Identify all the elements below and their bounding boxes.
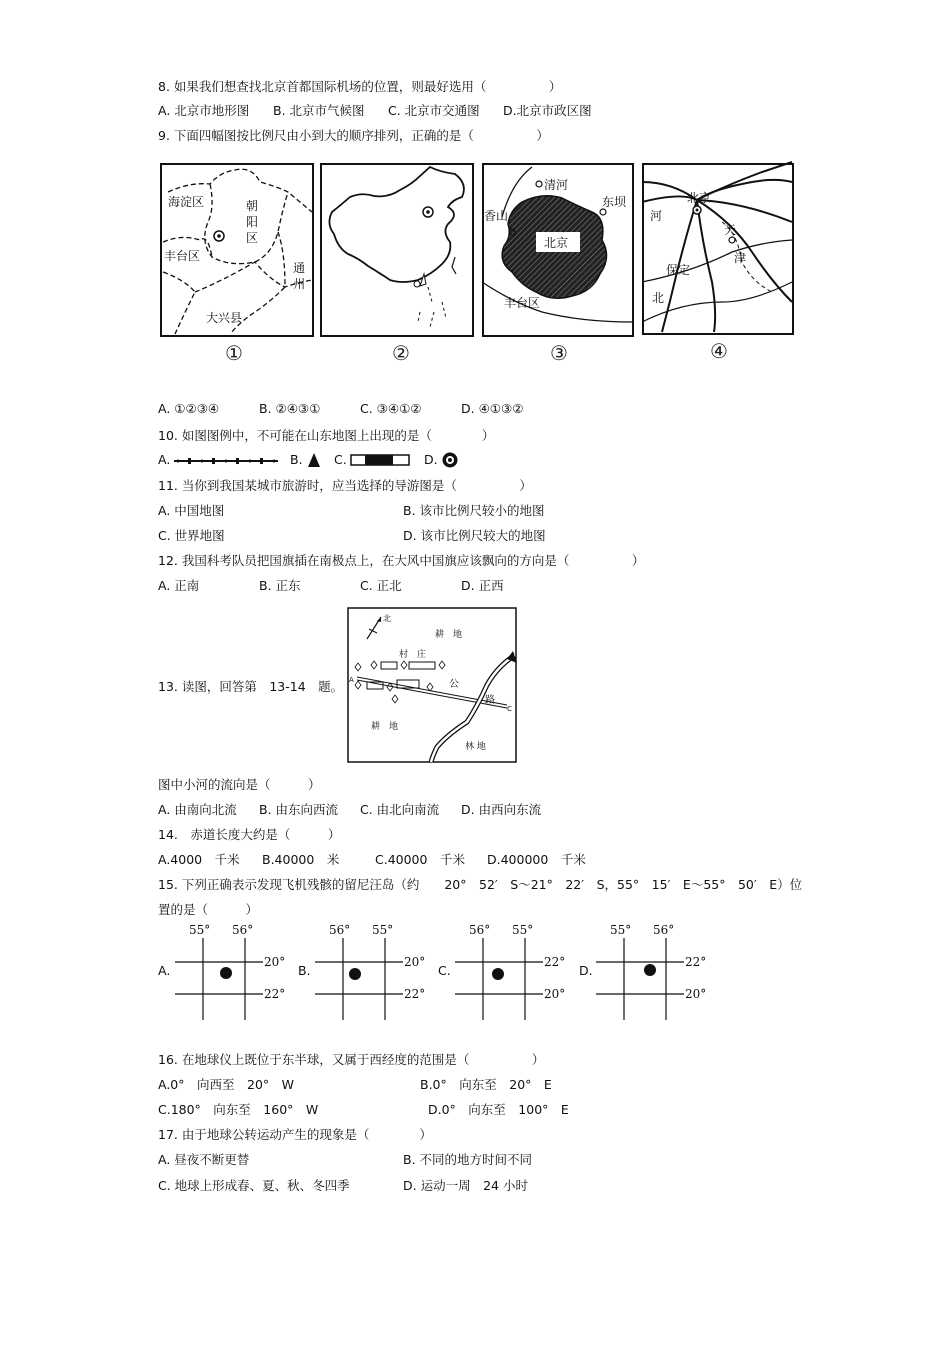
q15a-lat-top: 20° xyxy=(264,955,286,969)
q9-map3-label-dongba: 东坝 xyxy=(602,195,627,209)
capital-city-symbol xyxy=(441,451,459,469)
q9-map4-label-beijing: 北京 xyxy=(687,191,712,205)
q15c-lat-top: 22° xyxy=(544,955,566,969)
q17-option-a: A. 昼夜不断更替 xyxy=(158,1152,250,1167)
q9-map1-label-chao: 朝 xyxy=(246,199,259,213)
q13-road-label-2: 路 xyxy=(485,695,495,706)
q13-stem: 13. 读图，回答第 13-14 题。 xyxy=(158,679,344,694)
q13-road-label-1: 公 xyxy=(449,679,459,690)
q9-map1-label-tong: 通 xyxy=(293,261,306,275)
q9-map-2 xyxy=(320,162,475,365)
q16-option-a: A.0° 向西至 20° W xyxy=(158,1077,295,1092)
q13-point-c: C xyxy=(507,705,512,713)
q12-option-b: B. 正东 xyxy=(259,578,301,593)
q9-map3-label-fengtai: 丰台区 xyxy=(504,296,541,310)
q15a-lon-left: 55° xyxy=(189,923,211,937)
q15a-lon-right: 56° xyxy=(232,923,254,937)
q16-option-b: B.0° 向东至 20° E xyxy=(420,1077,552,1092)
q9-map4-label-baoding: 保定 xyxy=(666,263,691,277)
q13-option-d: D. 由西向东流 xyxy=(461,802,542,817)
q15-grid-b xyxy=(315,920,435,1024)
q9-map1-label-yang: 阳 xyxy=(246,215,259,229)
q15b-lat-top: 20° xyxy=(404,955,426,969)
q15d-lat-top: 22° xyxy=(685,955,707,969)
q10-stem: 10. 如图图例中，不可能在山东地图上出现的是（ ） xyxy=(158,428,495,443)
q8-option-b: B. 北京市气候图 xyxy=(273,103,365,118)
q16-option-c: C.180° 向东至 160° W xyxy=(158,1102,319,1117)
q9-option-d: D. ④①③② xyxy=(461,401,524,416)
q15d-lon-right: 56° xyxy=(653,923,675,937)
q14-option-a: A.4000 千米 xyxy=(158,852,240,867)
q11-option-c: C. 世界地图 xyxy=(158,528,225,543)
q15-stem: 15. 下列正确表示发现飞机残骸的留尼汪岛（约 20° 52′ S～21° 22′ S，55° 15′ E～55° 50′ E）位 xyxy=(158,877,803,892)
q15-option-a-letter: A. xyxy=(158,963,171,978)
q9-map3-label-beijing: 北京 xyxy=(544,236,569,250)
q17-option-d: D. 运动一周 24 小时 xyxy=(403,1178,528,1193)
q17-option-c: C. 地球上形成春、夏、秋、冬四季 xyxy=(158,1178,350,1193)
q9-option-b: B. ②④③① xyxy=(259,401,321,416)
q9-map2-number: ② xyxy=(392,341,410,365)
q15d-lon-left: 55° xyxy=(610,923,632,937)
q14-stem: 14. 赤道长度大约是（ ） xyxy=(158,827,341,842)
q15a-lat-bottom: 22° xyxy=(264,987,286,1001)
q9-option-a: A. ①②③④ xyxy=(158,401,220,416)
q15b-lon-left: 56° xyxy=(329,923,351,937)
q9-map1-label-zhou: 州 xyxy=(293,277,306,291)
q10-option-d-letter: D. xyxy=(424,452,438,467)
q8-option-a: A. 北京市地形图 xyxy=(158,103,250,118)
q13-farmland-top: 耕 地 xyxy=(435,630,463,640)
q15-option-c-letter: C. xyxy=(438,963,451,978)
q9-map-4 xyxy=(642,162,797,362)
q17-option-b: B. 不同的地方时间不同 xyxy=(403,1152,533,1167)
q15c-lon-right: 55° xyxy=(512,923,534,937)
q14-option-d: D.400000 千米 xyxy=(487,852,586,867)
q9-map-1 xyxy=(160,162,315,365)
q13-sub-stem: 图中小河的流向是（ ） xyxy=(158,777,321,792)
q13-point-a: A xyxy=(349,676,354,684)
q13-option-c: C. 由北向南流 xyxy=(360,802,440,817)
q9-map3-label-xiangshan: 香山 xyxy=(484,209,509,223)
q11-option-d: D. 该市比例尺较大的地图 xyxy=(403,528,546,543)
q13-north-label: 北 xyxy=(383,614,391,623)
q15-option-b-letter: B. xyxy=(298,963,311,978)
q9-map3-number: ③ xyxy=(550,341,568,365)
q15-grid-d xyxy=(596,920,716,1024)
q12-stem: 12. 我国科考队员把国旗插在南极点上，在大风中国旗应该飘向的方向是（ ） xyxy=(158,553,645,568)
q15b-lat-bottom: 22° xyxy=(404,987,426,1001)
q9-map1-label-daxing: 大兴县 xyxy=(206,311,243,325)
q10-option-a-letter: A. xyxy=(158,452,171,467)
mountain-peak-symbol xyxy=(307,452,321,468)
q9-option-c: C. ③④①② xyxy=(360,401,422,416)
q15-option-d-letter: D. xyxy=(579,963,593,978)
q8-option-d: D.北京市政区图 xyxy=(503,103,592,118)
q11-option-a: A. 中国地图 xyxy=(158,503,225,518)
q9-map4-number: ④ xyxy=(710,339,728,363)
q10-option-b-letter: B. xyxy=(290,452,303,467)
railway-symbol xyxy=(350,454,410,466)
q9-map1-number: ① xyxy=(225,341,243,365)
q15d-lat-bottom: 20° xyxy=(685,987,707,1001)
q15-grid-c xyxy=(455,920,575,1024)
q9-map4-label-bei: 北 xyxy=(652,291,665,305)
q15b-lon-right: 55° xyxy=(372,923,394,937)
q9-map4-label-tian: 天 xyxy=(724,223,737,237)
q12-option-d: D. 正西 xyxy=(461,578,504,593)
q15-grid-a xyxy=(175,920,295,1024)
q9-map4-label-he: 河 xyxy=(650,209,663,223)
q9-map4-label-jin: 津 xyxy=(734,251,747,265)
q9-stem: 9. 下面四幅图按比例尺由小到大的顺序排列，正确的是（ ） xyxy=(158,128,549,143)
q9-map1-label-fengtai: 丰台区 xyxy=(164,249,201,263)
q14-option-b: B.40000 米 xyxy=(262,852,340,867)
q13-option-b: B. 由东向西流 xyxy=(259,802,339,817)
q13-village-map xyxy=(347,607,517,763)
q15-stem-2: 置的是（ ） xyxy=(158,902,259,917)
q9-map1-label-qu: 区 xyxy=(246,231,259,245)
q13-village-label: 村 庄 xyxy=(399,650,427,660)
q14-option-c: C.40000 千米 xyxy=(375,852,465,867)
q12-option-c: C. 正北 xyxy=(360,578,402,593)
q9-map-3 xyxy=(482,162,637,365)
q8-option-c: C. 北京市交通图 xyxy=(388,103,480,118)
q9-map1-label-haidian: 海淀区 xyxy=(168,195,205,209)
q13-forest-label: 林 地 xyxy=(465,742,486,752)
q13-farmland-bottom: 耕 地 xyxy=(371,722,399,732)
q11-stem: 11. 当你到我国某城市旅游时，应当选择的导游图是（ ） xyxy=(158,478,532,493)
q11-option-b: B. 该市比例尺较小的地图 xyxy=(403,503,545,518)
q17-stem: 17. 由于地球公转运动产生的现象是（ ） xyxy=(158,1127,432,1142)
q8-stem: 8. 如果我们想查找北京首都国际机场的位置，则最好选用（ ） xyxy=(158,79,562,94)
q16-stem: 16. 在地球仪上既位于东半球，又属于西经度的范围是（ ） xyxy=(158,1052,545,1067)
q15c-lon-left: 56° xyxy=(469,923,491,937)
q12-option-a: A. 正南 xyxy=(158,578,200,593)
q16-option-d: D.0° 向东至 100° E xyxy=(428,1102,569,1117)
q9-map3-label-qinghe: 清河 xyxy=(544,178,569,192)
q15c-lat-bottom: 20° xyxy=(544,987,566,1001)
q13-option-a: A. 由南向北流 xyxy=(158,802,237,817)
q10-option-c-letter: C. xyxy=(334,452,347,467)
boundary-line-symbol xyxy=(174,456,278,466)
